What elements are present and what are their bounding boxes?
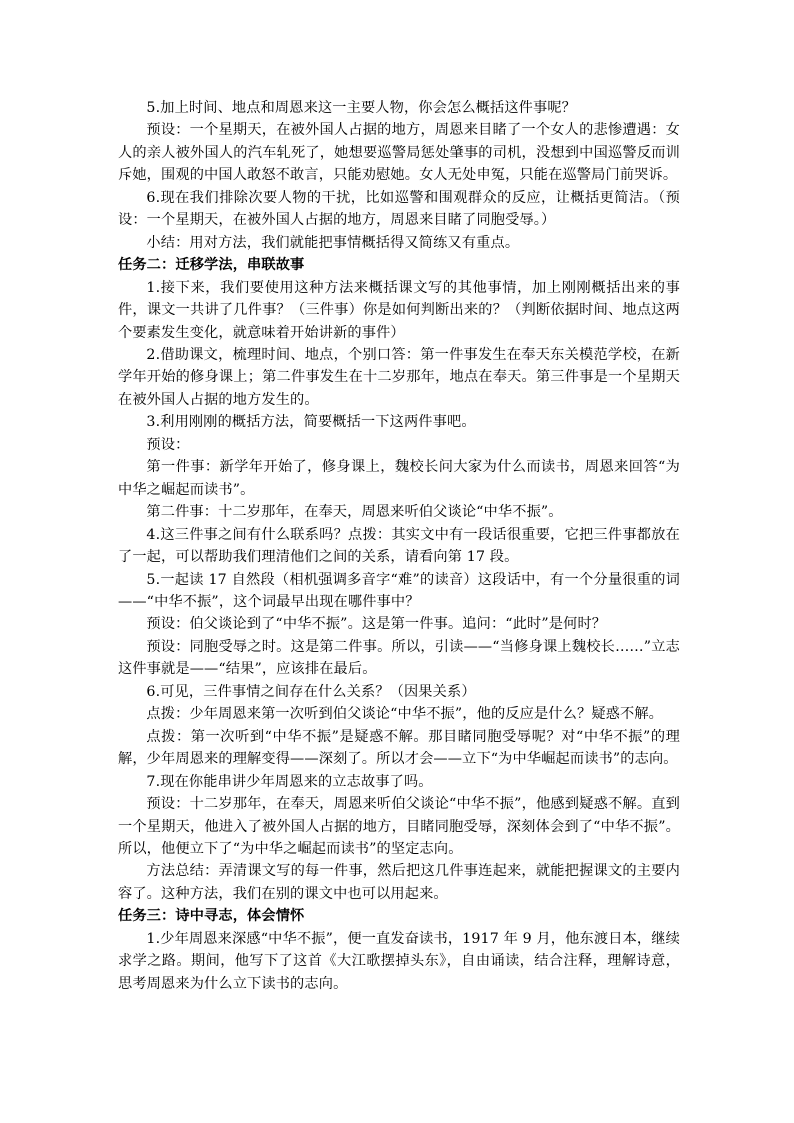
- paragraph: 方法总结：弄清课文写的每一件事，然后把这几件事连起来，就能把握课文的主要内容了。这种方法，我们在别的课文中也可以用起来。: [118, 863, 680, 902]
- section-heading: 任务二：迁移学法，串联故事: [118, 257, 305, 274]
- document-body: [118, 97, 680, 995]
- paragraph: 5.加上时间、地点和周恩来这一主要人物，你会怎么概括这件事呢？: [146, 100, 577, 116]
- paragraph: 预设：十二岁那年，在奉天，周恩来听伯父谈论“中华不振”，他感到疑惑不解。直到一个星期天，他进入了被外国人占据的地方，目睹同胞受辱，深刻体会到了“中华不振”。所以，他便立下了“为中华之崛起而读书”的坚定志向。: [118, 796, 680, 857]
- paragraph: 2.借助课文，梳理时间、地点，个别口答：第一件事发生在奉天东关模范学校，在新学年开始的修身课上；第二件事发生在十二岁那年，地点在奉天。第三件事是一个星期天在被外国人占据的地方发生的。: [118, 346, 680, 408]
- paragraph: 点拨：第一次听到“中华不振”是疑惑不解。那目睹同胞受辱呢？对“中华不振”的理解，少年周恩来的理解变得——深刻了。所以才会——立下“为中华崛起而读书”的志向。: [118, 728, 680, 768]
- paragraph: 5.一起读 17 自然段（相机强调多音字“难”的读音）这段话中，有一个分量很重的词——“中华不振”，这个词最早出现在哪件事中？: [118, 571, 680, 610]
- paragraph: 7.现在你能串讲少年周恩来的立志故事了吗。: [146, 773, 433, 790]
- paragraph: 6.现在我们排除次要人物的干扰，比如巡警和围观群众的反应，让概括更简洁。（预设：一个星期天，在被外国人占据的地方，周恩来目睹了同胞受辱。）: [118, 189, 680, 229]
- paragraph: 3.利用刚刚的概括方法，简要概括一下这两件事吧。: [146, 414, 476, 431]
- paragraph: 1.少年周恩来深感“中华不振”，便一直发奋读书，1917 年 9 月，他东渡日本，继续求学之路。期间，他写下了这首《大江歌摆掉头东》，自由诵读，结合注释，理解诗意，思考周恩来为什么立下读书的志向。: [118, 930, 680, 992]
- paragraph: 预设：: [146, 436, 190, 453]
- paragraph: 小结：用对方法，我们就能把事情概括得又简练又有重点。: [146, 234, 520, 251]
- paragraph: 第一件事：新学年开始了，修身课上，魏校长问大家为什么而读书，周恩来回答“为中华之崛起而读书”。: [118, 459, 680, 498]
- paragraph: 4.这三件事之间有什么联系吗？点拨：其实文中有一段话很重要，它把三件事都放在了一起，可以帮助我们理清他们之间的关系，请看向第 17 段。: [118, 526, 680, 566]
- paragraph: 6.可见，三件事情之间存在什么关系？（因果关系）: [146, 683, 476, 700]
- paragraph: 点拨：少年周恩来第一次听到伯父谈论“中华不振”，他的反应是什么？疑惑不解。: [146, 706, 664, 723]
- paragraph: 预设：一个星期天，在被外国人占据的地方，周恩来目睹了一个女人的悲惨遭遇：女人的亲人被外国人的汽车轧死了，她想要巡警局惩处肇事的司机，没想到中国巡警反而训斥她，围观的中国人敢怒不敢言，只能劝慰她。女人无处申冤，只能在巡警局门前哭诉。: [118, 122, 680, 184]
- section-heading: 任务三：诗中寻志，体会情怀: [118, 908, 305, 925]
- paragraph: 预设：同胞受辱之时。这是第二件事。所以，引读——“当修身课上魏校长……”立志这件事就是——“结果”，应该排在最后。: [118, 638, 680, 678]
- paragraph: 1.接下来，我们要使用这种方法来概括课文写的其他事情，加上刚刚概括出来的事件，课文一共讲了几件事？（三件事）你是如何判断出来的？（判断依据时间、地点这两个要素发生变化，就意味着开始讲新的事件）: [118, 279, 680, 341]
- paragraph: 第二件事：十二岁那年，在奉天，周恩来听伯父谈论“中华不振”。: [146, 504, 563, 521]
- paragraph: 预设：伯父谈论到了“中华不振”。这是第一件事。追问：“此时”是何时？: [146, 616, 607, 633]
